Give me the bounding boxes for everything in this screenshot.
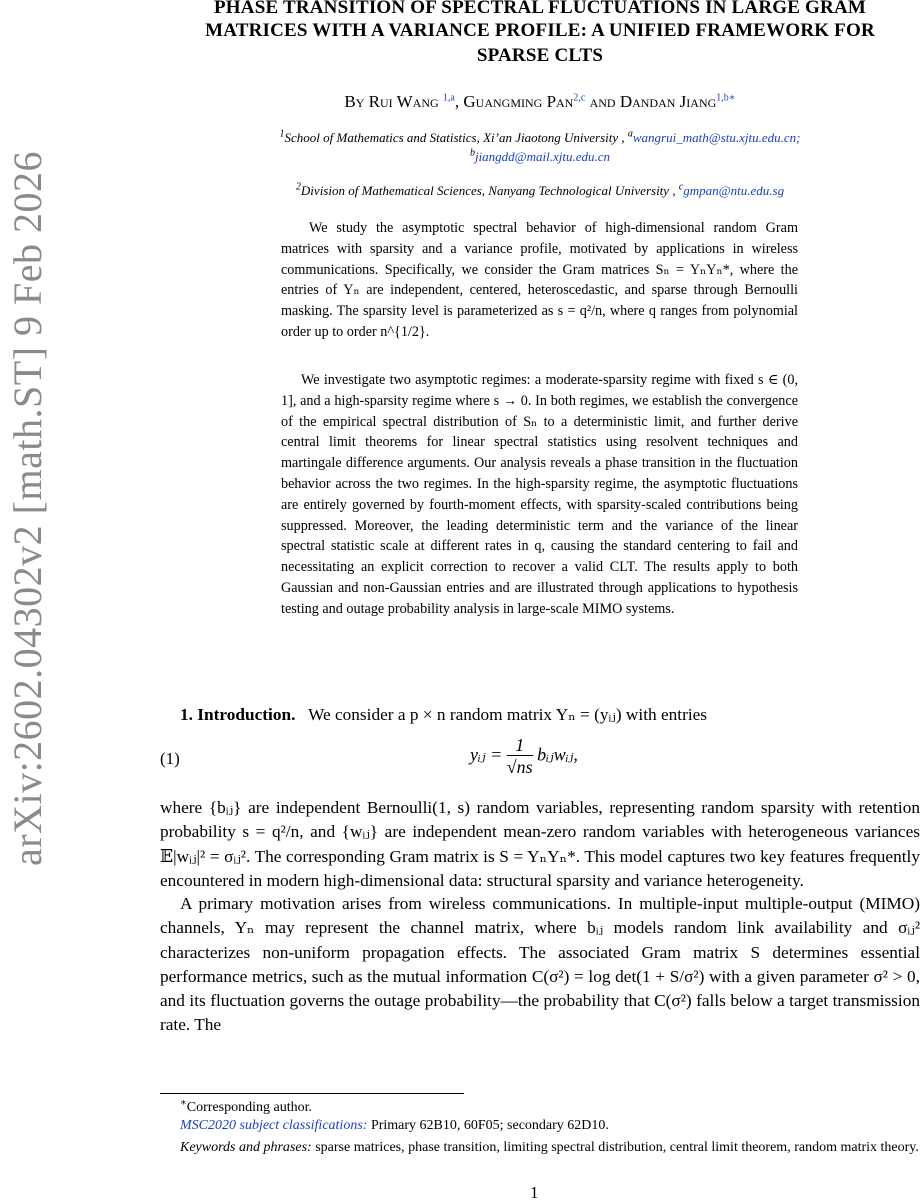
intro-line [160,703,920,727]
author-1: Rui Wang [368,92,439,111]
footnote-corresponding [160,1098,920,1118]
author-1-sup[interactable]: 1,a [442,92,455,104]
paper-title-line-3: SPARSE CLTS [476,45,604,66]
aff2-number: 2 [295,181,301,193]
keywords-label: Keywords and phrases: [180,1140,312,1155]
author-2-sup[interactable]: 2,c [573,92,586,104]
affiliation-1 [150,130,921,146]
affiliation-2 [150,183,921,199]
intro-text: We consider a p × n random matrix Yₙ = (yᵢⱼ) with entries [308,705,708,724]
footnote-1-text: Corresponding author. [186,1100,313,1115]
equation-lhs: yᵢⱼ = [470,744,503,765]
footnote-msc [160,1116,920,1136]
author-3: Dandan Jiang [619,92,717,111]
paper-title-line-1: PHASE TRANSITION OF SPECTRAL FLUCTUATIONS IN LARGE GRAM [214,0,866,18]
footnote-rule [160,1093,464,1094]
equation-fraction [507,735,533,778]
equation-numerator: 1 [507,735,533,756]
aff1b-email-link[interactable]: jiangdd@mail.xjtu.edu.cn [474,149,611,164]
author-line: By Rui Wang $^{1,a}$, Guangming Pan$^{2,c}$ and Dandan Jiang$^{1,b∗}$ [344,92,736,111]
arxiv-stamp: arXiv:2602.04302v2 [math.ST] 9 Feb 2026 [5,151,50,866]
abstract-paragraph-1: We study the asymptotic spectral behavior of high-dimensional random Gram matrices with sparsity and a variance profile, motivated by applications in wireless communications. Specifically, we consider the Gram matrices Sₙ = YₙYₙ*, where the entries of Yₙ are independent, centered, heteroscedastic, and sparse through Bernoulli masking. The sparsity level is parameterized as s = q²/n, where q ranges from polynomial order up to order n^{1/2}. [281,220,798,340]
page-number: 1 [530,1183,539,1202]
aff2-name: Division of Mathematical Sciences, Nanyang Technological University , [300,183,676,198]
author-and: and [589,92,616,111]
equation-number: (1) [160,749,180,768]
aff1-email-link[interactable]: wangrui_math@stu.xjtu.edu.cn; [632,130,801,145]
aff2-email-sup: c [678,181,684,193]
aff1-number: 1 [279,128,285,140]
aff1b-sup: b [469,147,475,159]
footnote-2-text: Primary 62B10, 60F05; secondary 62D10. [370,1118,609,1133]
author-2: Guangming Pan [463,92,574,111]
footnote-3-text: sparse matrices, phase transition, limiting spectral distribution, central limit theorem, random matrix theory. [315,1140,919,1155]
equation-1 [470,735,578,778]
affiliation-1b [150,149,921,165]
paper-title-line-2: MATRICES WITH A VARIANCE PROFILE: A UNIFIED FRAMEWORK FOR [205,20,875,41]
author-3-sup[interactable]: 1,b∗ [716,92,736,104]
equation-rhs: bᵢⱼwᵢⱼ, [537,744,578,765]
footnote-mark: ∗ [180,1097,187,1109]
section-heading: 1. Introduction. [180,705,296,724]
equation-denominator: √ns [506,757,533,777]
aff1-name: School of Mathematics and Statistics, Xi’an Jiaotong University , [284,130,625,145]
author-prefix: By [344,92,365,111]
aff2-email-link[interactable]: gmpan@ntu.edu.sg [683,183,785,198]
footnote-keywords [160,1138,920,1158]
aff1-email-sup: a [627,128,633,140]
body-paragraph-1: where {bᵢⱼ} are independent Bernoulli(1, s) random variables, representing random sparsity with retention probability s = q²/n, and {wᵢⱼ} are independent mean-zero random variables with heterogeneous variances 𝔼|wᵢⱼ|² = σᵢⱼ². The corresponding Gram matrix is S = YₙYₙ*. This model captures two key features frequently encountered in modern high-dimensional data: structural sparsity and variance heterogeneity. [160,798,920,890]
msc-link[interactable]: MSC2020 subject classifications: [180,1118,368,1133]
body-paragraph-2: A primary motivation arises from wireless communications. In multiple-input multiple-output (MIMO) channels, Yₙ may represent the channel matrix, where bᵢⱼ models random link availability and σᵢⱼ² characterizes non-uniform propagation effects. The associated Gram matrix S determines essential performance metrics, such as the mutual information C(σ²) = log det(1 + S/σ²) with a given parameter σ² > 0, and its fluctuation governs the outage probability—the probability that C(σ²) falls below a target transmission rate. The [160,894,920,1035]
abstract-paragraph-2: We investigate two asymptotic regimes: a moderate-sparsity regime with fixed s ∈ (0, 1], and a high-sparsity regime where s → 0. In both regimes, we establish the convergence of the empirical spectral distribution of Sₙ to a deterministic limit, and further derive central limit theorems for linear spectral statistics using resolvent techniques and martingale difference arguments. Our analysis reveals a phase transition in the fluctuation behavior across the two regimes. In the high-sparsity regime, the asymptotic fluctuations are entirely governed by fourth-moment effects, with sparsity-scaled contributions being suppressed. Moreover, the leading deterministic term and the variance of the linear spectral statistic scale at different rates in q, causing the standard centering to fail and necessitating an explicit correction to recover a valid CLT. The results apply to both Gaussian and non-Gaussian entries and are illustrated through applications to hypothesis testing and outage probability analysis in large-scale MIMO systems. [281,372,798,617]
